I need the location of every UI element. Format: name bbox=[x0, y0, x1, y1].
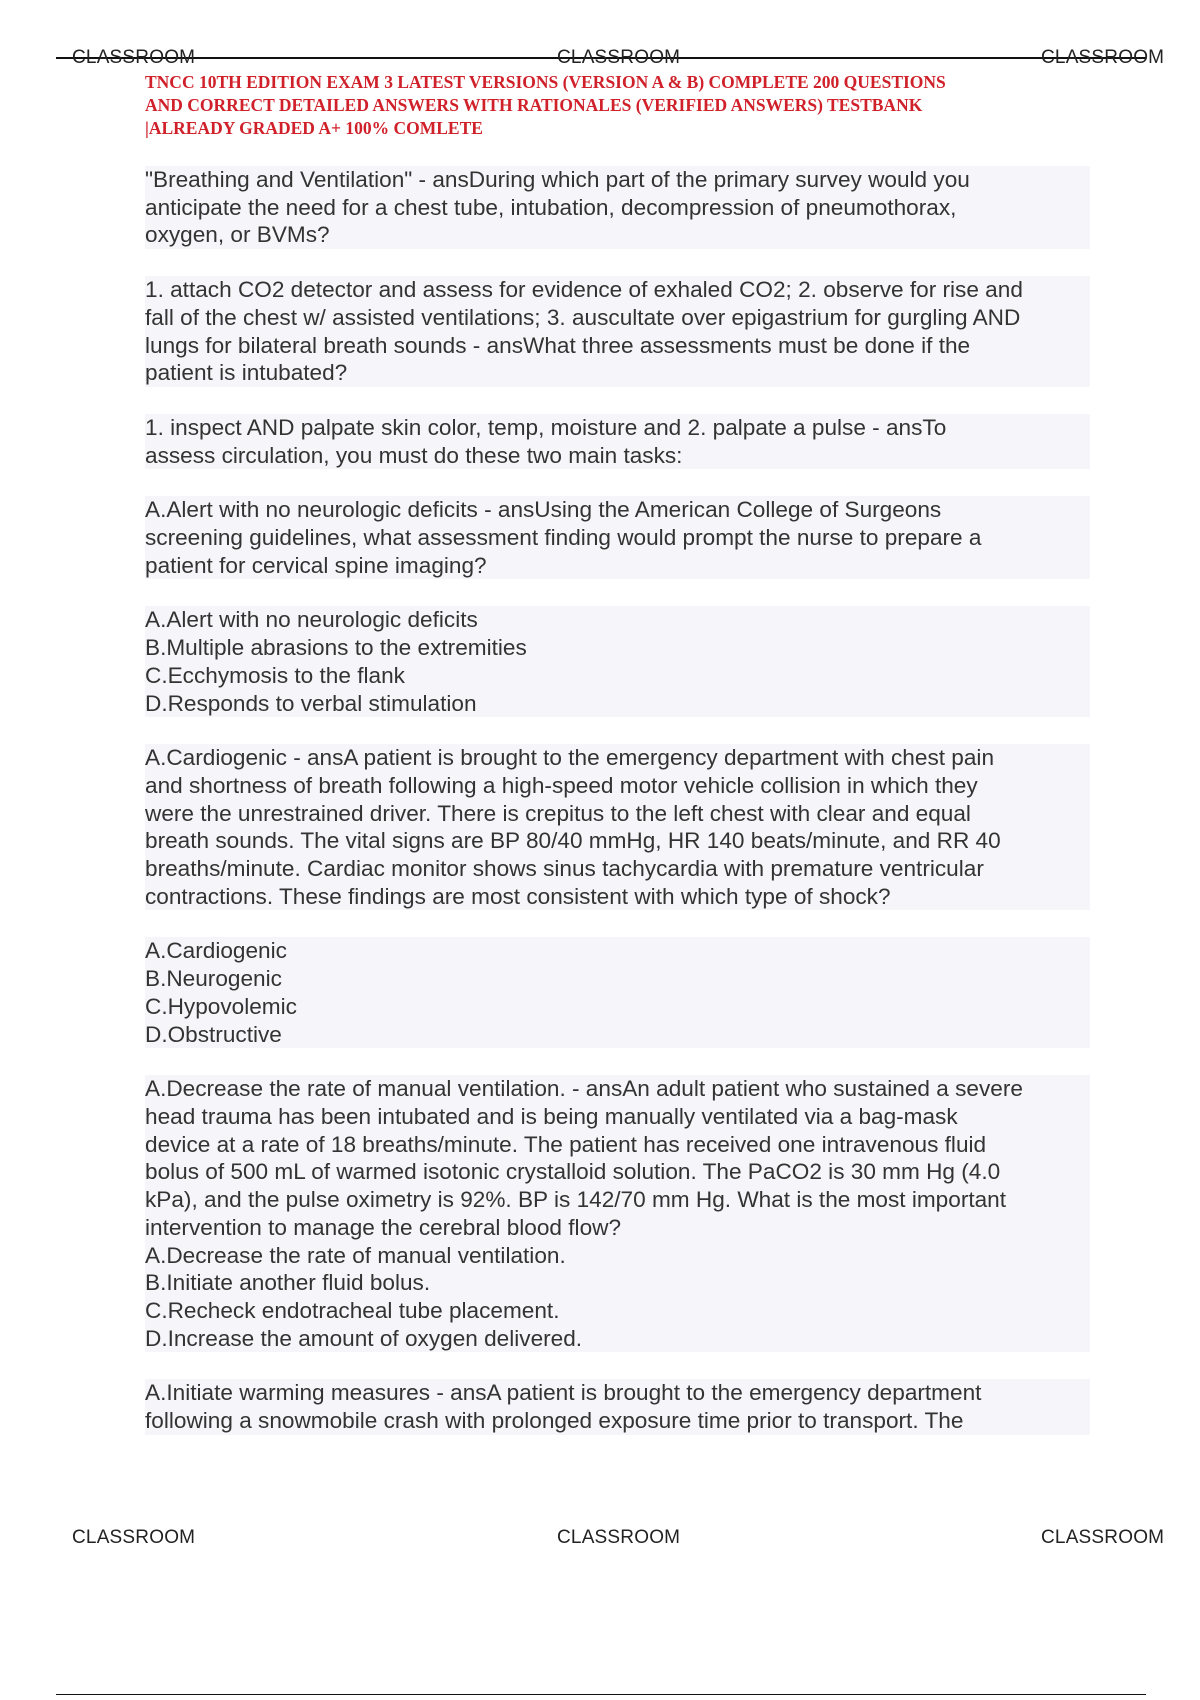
options-block-2 bbox=[145, 937, 1090, 1048]
text-line: 1. inspect AND palpate skin color, temp, moisture and 2. palpate a pulse - ansTo bbox=[145, 414, 1090, 442]
text-line: contractions. These findings are most consistent with which type of shock? bbox=[145, 883, 1090, 911]
text-line: bolus of 500 mL of warmed isotonic crystalloid solution. The PaCO2 is 30 mm Hg (4.0 bbox=[145, 1158, 1090, 1186]
text-line: A.Initiate warming measures - ansA patient is brought to the emergency department bbox=[145, 1379, 1090, 1407]
option-line: C.Hypovolemic bbox=[145, 993, 1090, 1021]
text-line: 1. attach CO2 detector and assess for evidence of exhaled CO2; 2. observe for rise and bbox=[145, 276, 1090, 304]
qa-block-1 bbox=[145, 166, 1090, 249]
option-line: A.Cardiogenic bbox=[145, 937, 1090, 965]
watermark-top-center: CLASSROOM bbox=[557, 47, 681, 68]
title-line-1: TNCC 10TH EDITION EXAM 3 LATEST VERSIONS (VERSION A & B) COMPLETE 200 QUESTIONS bbox=[145, 72, 946, 92]
text-line: device at a rate of 18 breaths/minute. The patient has received one intravenous fluid bbox=[145, 1131, 1090, 1159]
option-line: C.Recheck endotracheal tube placement. bbox=[145, 1297, 1090, 1325]
text-line: head trauma has been intubated and is being manually ventilated via a bag-mask bbox=[145, 1103, 1090, 1131]
text-line: and shortness of breath following a high-speed motor vehicle collision in which they bbox=[145, 772, 1090, 800]
text-line: "Breathing and Ventilation" - ansDuring which part of the primary survey would you bbox=[145, 166, 1090, 194]
text-line: were the unrestrained driver. There is crepitus to the left chest with clear and equal bbox=[145, 800, 1090, 828]
text-line: kPa), and the pulse oximetry is 92%. BP is 142/70 mm Hg. What is the most important bbox=[145, 1186, 1090, 1214]
text-line: fall of the chest w/ assisted ventilations; 3. auscultate over epigastrium for gurgling AND bbox=[145, 304, 1090, 332]
option-line: D.Increase the amount of oxygen delivered. bbox=[145, 1325, 1090, 1353]
watermark-bottom-right: CLASSROOM bbox=[1041, 1527, 1165, 1548]
option-line: B.Multiple abrasions to the extremities bbox=[145, 634, 1090, 662]
watermark-top-right: CLASSROOM bbox=[1041, 47, 1165, 68]
option-line: A.Alert with no neurologic deficits bbox=[145, 606, 1090, 634]
text-line: patient is intubated? bbox=[145, 359, 1090, 387]
text-line: A.Decrease the rate of manual ventilation. - ansAn adult patient who sustained a severe bbox=[145, 1075, 1090, 1103]
text-line: anticipate the need for a chest tube, intubation, decompression of pneumothorax, bbox=[145, 194, 1090, 222]
text-line: oxygen, or BVMs? bbox=[145, 221, 1090, 249]
option-line: D.Obstructive bbox=[145, 1021, 1090, 1049]
option-line: B.Neurogenic bbox=[145, 965, 1090, 993]
watermark-bottom-center: CLASSROOM bbox=[557, 1527, 681, 1548]
document-body bbox=[145, 166, 1090, 1462]
document-title bbox=[145, 71, 1105, 140]
qa-block-2 bbox=[145, 276, 1090, 387]
qa-block-7 bbox=[145, 1379, 1090, 1434]
text-line: A.Alert with no neurologic deficits - ansUsing the American College of Surgeons bbox=[145, 496, 1090, 524]
text-line: screening guidelines, what assessment finding would prompt the nurse to prepare a bbox=[145, 524, 1090, 552]
options-block-1 bbox=[145, 606, 1090, 717]
qa-block-4 bbox=[145, 496, 1090, 579]
text-line: A.Cardiogenic - ansA patient is brought to the emergency department with chest pain bbox=[145, 744, 1090, 772]
text-line: breaths/minute. Cardiac monitor shows sinus tachycardia with premature ventricular bbox=[145, 855, 1090, 883]
title-line-2: AND CORRECT DETAILED ANSWERS WITH RATIONALES (VERIFIED ANSWERS) TESTBANK bbox=[145, 95, 923, 115]
text-line: breath sounds. The vital signs are BP 80/40 mmHg, HR 140 beats/minute, and RR 40 bbox=[145, 827, 1090, 855]
watermark-bottom-left: CLASSROOM bbox=[72, 1527, 196, 1548]
text-line: following a snowmobile crash with prolonged exposure time prior to transport. The bbox=[145, 1407, 1090, 1435]
option-line: B.Initiate another fluid bolus. bbox=[145, 1269, 1090, 1297]
title-line-3: |ALREADY GRADED A+ 100% COMLETE bbox=[145, 118, 483, 138]
qa-block-3 bbox=[145, 414, 1090, 469]
qa-block-6 bbox=[145, 1075, 1090, 1352]
qa-block-5 bbox=[145, 744, 1090, 910]
option-line: A.Decrease the rate of manual ventilation. bbox=[145, 1242, 1090, 1270]
option-line: C.Ecchymosis to the flank bbox=[145, 662, 1090, 690]
text-line: lungs for bilateral breath sounds - ansWhat three assessments must be done if the bbox=[145, 332, 1090, 360]
text-line: intervention to manage the cerebral blood flow? bbox=[145, 1214, 1090, 1242]
bottom-rule bbox=[56, 1694, 1146, 1695]
watermark-top-left: CLASSROOM bbox=[72, 47, 196, 68]
text-line: patient for cervical spine imaging? bbox=[145, 552, 1090, 580]
option-line: D.Responds to verbal stimulation bbox=[145, 690, 1090, 718]
text-line: assess circulation, you must do these two main tasks: bbox=[145, 442, 1090, 470]
